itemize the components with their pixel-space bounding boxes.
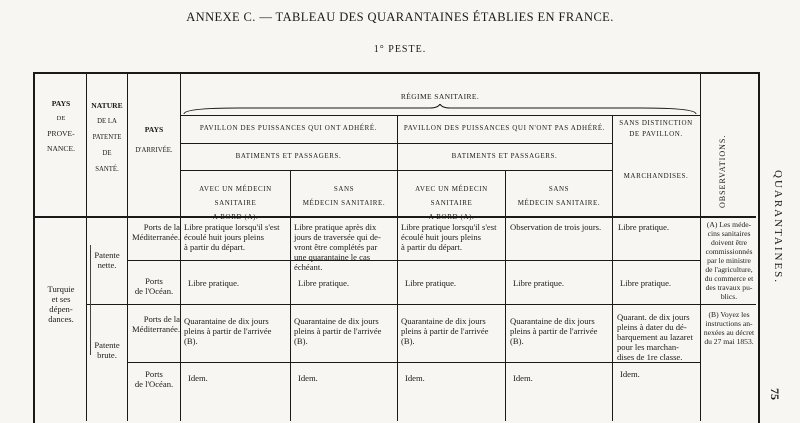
arrival-ocean-2 <box>128 369 180 389</box>
country-line: dépen- <box>49 304 73 314</box>
obs-line: de l'agriculture, <box>705 265 753 274</box>
cell-line: Quarantaine de dix jours <box>401 316 486 326</box>
header-text: AVEC UN MÉDECIN SANITAIRE <box>415 185 488 207</box>
header-sans-medecin-2 <box>506 182 612 210</box>
patente-brute <box>87 340 127 360</box>
obs-line: par le ministre <box>707 256 751 265</box>
patente-line: Patente <box>94 250 120 260</box>
table-cell <box>618 222 698 232</box>
obs-line: (A) Les méde- <box>706 220 752 229</box>
header-text: PROVE- <box>47 129 75 138</box>
country-line: et ses <box>51 294 71 304</box>
country-cell <box>36 284 86 324</box>
arrival-line: Ports <box>145 276 163 286</box>
header-avec-medecin-1 <box>181 182 290 224</box>
cell-line: vront être complétés par <box>294 242 378 252</box>
cell-line: Quarantaine de dix jours <box>294 316 379 326</box>
cell-line: (B). <box>510 336 524 346</box>
cell-line: Quarantaine de dix jours <box>184 316 269 326</box>
cell-line: dises de 1re classe. <box>617 352 683 362</box>
header-text: DE LA <box>97 118 117 125</box>
arrival-line: de l'Océan. <box>134 379 174 389</box>
table-cell <box>401 222 503 252</box>
table-cell <box>184 222 288 252</box>
arrival-med-2 <box>130 314 180 334</box>
cell-line: pleins à partir de l'arrivée <box>401 326 489 336</box>
header-text: MÉDECIN SANITAIRE. <box>517 199 601 207</box>
page-subtitle: 1° PESTE. <box>373 44 427 55</box>
header-batiments-1: BATIMENTS ET PASSAGERS. <box>235 152 342 160</box>
header-pavillon-adhere: PAVILLON DES PUISSANCES QUI ONT ADHÉRÉ. <box>199 124 378 132</box>
cell-line: (B). <box>401 336 415 346</box>
header-text: D'ARRIVÉE. <box>135 147 173 154</box>
cell-line: une quarantaine le cas <box>294 252 371 262</box>
arrival-line: Méditerranée. <box>132 232 180 242</box>
header-regime-sanitaire: RÉGIME SANITAIRE. <box>400 92 480 101</box>
header-text: A BORD (A). <box>212 213 259 221</box>
obs-line: des travaux pu- <box>705 283 753 292</box>
rule <box>180 143 612 144</box>
rule <box>127 362 700 363</box>
table-cell <box>617 312 699 362</box>
header-text: PAYS <box>144 125 164 134</box>
table-cell: Libre pratique. <box>513 278 565 288</box>
header-text: DE PAVILLON. <box>629 130 683 138</box>
header-text: SANTÉ. <box>95 166 119 173</box>
header-batiments-2: BATIMENTS ET PASSAGERS. <box>451 152 558 160</box>
table-cell: Idem. <box>513 373 533 383</box>
table-cell: Libre pratique. <box>298 278 350 288</box>
obs-line: du 27 mai 1853. <box>704 337 754 346</box>
cell-line: Observation de trois jours. <box>510 222 602 232</box>
cell-line: à partir du départ. <box>401 242 463 252</box>
cell-line: écoulé huit jours pleins <box>184 232 264 242</box>
table-cell <box>184 316 288 346</box>
header-text: SANS DISTINCTION <box>619 119 693 127</box>
obs-line: (B) Voyez les <box>708 310 750 319</box>
arrival-line: Ports de la <box>143 314 180 324</box>
cell-line: (B). <box>184 336 198 346</box>
running-side-title: QUARANTAINES. <box>772 170 784 285</box>
header-sans-distinction <box>612 118 700 140</box>
country-line: Turquie <box>47 284 75 294</box>
table-cell: Idem. <box>620 369 640 379</box>
obs-line: du commerce et <box>704 274 754 283</box>
country-line: dances. <box>48 314 74 324</box>
header-pays-provenance <box>36 96 86 156</box>
page-number: 75 <box>768 388 782 400</box>
header-text: AVEC UN MÉDECIN SANITAIRE <box>199 185 272 207</box>
header-sans-medecin-1 <box>291 182 397 210</box>
header-text: SANS <box>333 185 355 193</box>
cell-line: pleins à dater du dé- <box>617 322 687 332</box>
header-text: PAYS <box>51 99 71 108</box>
header-text: DE <box>102 150 112 157</box>
table-cell: Idem. <box>298 373 318 383</box>
header-marchandises: MARCHANDISES. <box>623 172 689 180</box>
page-title: ANNEXE C. — TABLEAU DES QUARANTAINES ÉTABLIES EN FRANCE. <box>186 10 614 24</box>
cell-line: Quarantaine de dix jours <box>510 316 595 326</box>
observation-a <box>702 220 756 301</box>
arrival-line: Ports de la <box>143 222 180 232</box>
obs-line: blics. <box>720 292 738 301</box>
table-cell: Libre pratique. <box>620 278 672 288</box>
patente-line: brute. <box>97 350 117 360</box>
table-cell <box>294 222 394 272</box>
cell-line: (B). <box>294 336 308 346</box>
cell-line: échéant. <box>294 262 323 272</box>
obs-line: commissionnés <box>705 247 753 256</box>
header-pavillon-non-adhere: PAVILLON DES PUISSANCES QUI N'ONT PAS ADHÉRÉ. <box>403 124 606 132</box>
table-cell: Idem. <box>405 373 425 383</box>
header-nature-patente <box>87 98 127 178</box>
cell-line: pleins à partir de l'arrivée <box>184 326 272 336</box>
table-cell <box>294 316 394 346</box>
regime-brace <box>180 104 700 116</box>
patente-line: nette. <box>97 260 117 270</box>
table-cell <box>401 316 503 346</box>
cell-line: jours de traversée qui de- <box>294 232 381 242</box>
obs-line: nexées au décret <box>703 328 755 337</box>
header-avec-medecin-2 <box>398 182 505 224</box>
cell-line: Libre pratique après dix <box>294 222 377 232</box>
rule <box>180 170 612 171</box>
obs-line: doivent être <box>710 238 748 247</box>
cell-line: Libre pratique lorsqu'il s'est <box>184 222 280 232</box>
obs-line: cins sanitaires <box>707 229 751 238</box>
arrival-line: Méditerranée. <box>132 324 180 334</box>
cell-line: pleins à partir de l'arrivée <box>294 326 382 336</box>
header-text: NATURE <box>91 101 123 110</box>
arrival-med-1 <box>130 222 180 242</box>
table-cell <box>510 222 610 232</box>
cell-line: Quarant. de dix jours <box>617 312 690 322</box>
cell-line: Libre pratique lorsqu'il s'est <box>401 222 497 232</box>
patente-line: Patente <box>94 340 120 350</box>
header-text: NANCE. <box>46 144 76 153</box>
arrival-line: Ports <box>145 369 163 379</box>
table-cell: Libre pratique. <box>188 278 240 288</box>
observation-b <box>702 310 756 346</box>
header-text: MÉDECIN SANITAIRE. <box>302 199 386 207</box>
cell-line: Libre pratique. <box>618 222 670 232</box>
rule <box>35 216 756 218</box>
arrival-line: de l'Océan. <box>134 286 174 296</box>
table-cell: Libre pratique. <box>405 278 457 288</box>
cell-line: pour les marchan- <box>617 342 680 352</box>
cell-line: à partir du départ. <box>184 242 246 252</box>
table-cell: Idem. <box>188 373 208 383</box>
rule <box>612 115 613 421</box>
rule <box>700 74 701 421</box>
header-text: SANS <box>548 185 570 193</box>
obs-line: instructions an- <box>705 319 753 328</box>
table-cell <box>510 316 610 346</box>
header-text: DE <box>56 115 66 122</box>
rule <box>86 304 756 305</box>
rule <box>397 115 398 421</box>
cell-line: barquement au lazaret <box>617 332 693 342</box>
header-text: A BORD (A). <box>428 213 475 221</box>
header-observations: OBSERVATIONS. <box>718 134 727 208</box>
arrival-ocean-1 <box>128 276 180 296</box>
rule <box>127 260 700 261</box>
cell-line: pleins à partir de l'arrivée <box>510 326 598 336</box>
header-pays-arrivee <box>128 124 180 166</box>
cell-line: écoulé huit jours pleins <box>401 232 481 242</box>
header-text: PATENTE <box>92 134 122 141</box>
patente-nette <box>87 250 127 270</box>
